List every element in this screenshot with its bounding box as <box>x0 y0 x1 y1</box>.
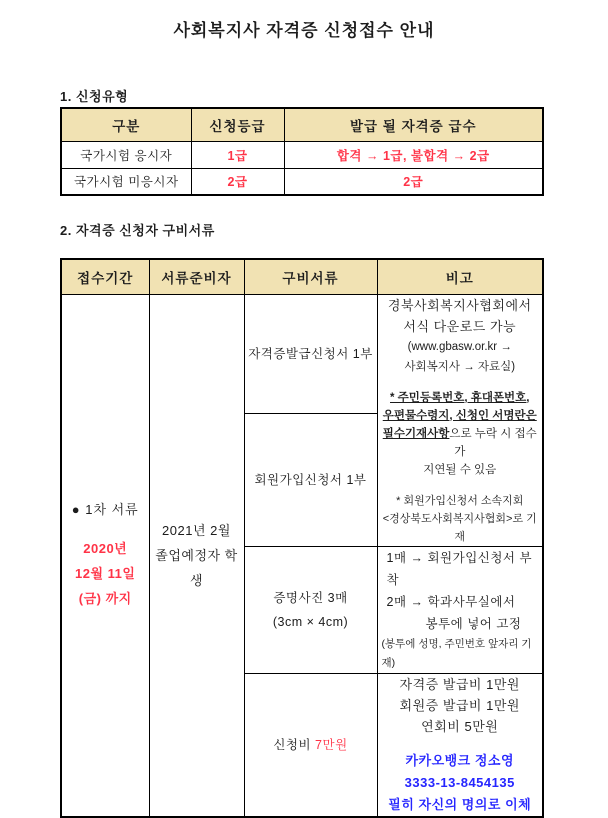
photo-line1: 증명사진 3매 <box>273 590 348 605</box>
t1-header-category: 구분 <box>61 108 191 141</box>
t2-header-note: 비고 <box>377 259 543 294</box>
t2-header-period: 접수기간 <box>61 259 149 294</box>
preparer-line1: 2021년 2월 <box>162 522 231 538</box>
fee-breakdown <box>378 674 543 737</box>
t1-row2-grade: 2급 <box>191 168 284 195</box>
bank-account-holder: 카카오뱅크 정소영 <box>405 752 515 768</box>
section-2-heading: 2. 자격증 신청자 구비서류 <box>60 223 215 238</box>
t1-row2-category: 국가시험 미응시자 <box>61 168 191 195</box>
t1-header-issued-grade: 발급 될 자격증 급수 <box>284 108 543 141</box>
required-documents-table <box>60 258 544 818</box>
note-download-info <box>378 295 543 377</box>
note-line: 봉투에 넣어 고정 <box>425 616 522 631</box>
deadline-year: 2020년 <box>83 541 128 556</box>
note-line: 서식 다운로드 가능 <box>403 318 517 334</box>
fee-label: 신청비 <box>273 737 316 752</box>
fee-line: 자격증 발급비 1만원 <box>399 676 520 692</box>
page-title: 사회복지사 자격증 신청접수 안내 <box>173 21 435 40</box>
document-cell-photos <box>244 546 377 673</box>
note-line: 지연될 수 있음 <box>423 463 497 476</box>
document-cell-fee <box>244 673 377 817</box>
section-1-heading: 1. 신청유형 <box>60 89 129 104</box>
photo-line2: (3cm × 4cm) <box>272 614 349 629</box>
t2-header-documents: 구비서류 <box>244 259 377 294</box>
fee-line: 회원증 발급비 1만원 <box>399 697 520 713</box>
note-text: 으로 누락 시 접수가 <box>449 427 537 458</box>
note-line: 경북사회복지사협회에서 <box>387 297 532 313</box>
table-header-row <box>61 259 543 294</box>
note-cell-forms <box>377 294 543 546</box>
fee-amount: 7만원 <box>315 737 348 752</box>
bank-transfer-info <box>378 750 543 816</box>
note-cell-fees <box>377 673 543 817</box>
bank-account-number: 3333-13-8454135 <box>404 774 515 790</box>
period-label: ● 1차 서류 <box>71 502 139 517</box>
note-line: * 주민등록번호, 휴대폰번호, <box>390 391 530 404</box>
note-line: 1매 → 회원가입신청서 부착 <box>386 550 533 587</box>
application-type-table <box>60 107 544 196</box>
t1-row2-result: 2급 <box>284 168 543 195</box>
note-line: (www.gbasw.or.kr → <box>407 340 512 353</box>
note-line <box>378 425 543 461</box>
deadline-date: 12월 11일 <box>75 566 136 581</box>
note-cell-photos <box>377 546 543 673</box>
preparer-line2: 졸업예정자 학생 <box>155 547 238 588</box>
t2-header-preparer: 서류준비자 <box>149 259 244 294</box>
note-branch-info <box>378 492 543 546</box>
t1-row1-category: 국가시험 응시자 <box>61 141 191 168</box>
note-required-fields <box>378 389 543 479</box>
deadline-day: (금) 까지 <box>78 591 132 606</box>
document-cell-certificate-form: 자격증발급신청서 1부 <box>244 294 377 414</box>
bank-transfer-note: 필히 자신의 명의로 이체 <box>388 796 532 812</box>
period-cell <box>61 294 149 817</box>
note-line: * 회원가입신청서 소속지회 <box>396 494 524 507</box>
t1-row1-grade: 1급 <box>191 141 284 168</box>
table-row <box>61 141 543 168</box>
t1-header-grade: 신청등급 <box>191 108 284 141</box>
table-header-row <box>61 108 543 141</box>
note-line: (봉투에 성명, 주민번호 앞자리 기재) <box>381 637 532 669</box>
table-row <box>61 168 543 195</box>
note-line: <경상북도사회복지사협회>로 기재 <box>382 512 537 543</box>
document-cell-membership-form: 회원가입신청서 1부 <box>244 414 377 546</box>
t1-row1-result: 합격 → 1급, 불합격 → 2급 <box>284 141 543 168</box>
note-line: 2매 → 학과사무실에서 <box>386 594 516 609</box>
period-deadline <box>62 536 149 611</box>
note-line: 우편물수령지, 신청인 서명란은 <box>382 409 537 422</box>
note-emphasis: 필수기재사항 <box>382 427 450 440</box>
note-line: 사회복지사 → 자료실) <box>404 360 516 373</box>
preparer-cell <box>149 294 244 817</box>
table-row <box>61 294 543 414</box>
fee-line: 연회비 5만원 <box>421 718 499 734</box>
